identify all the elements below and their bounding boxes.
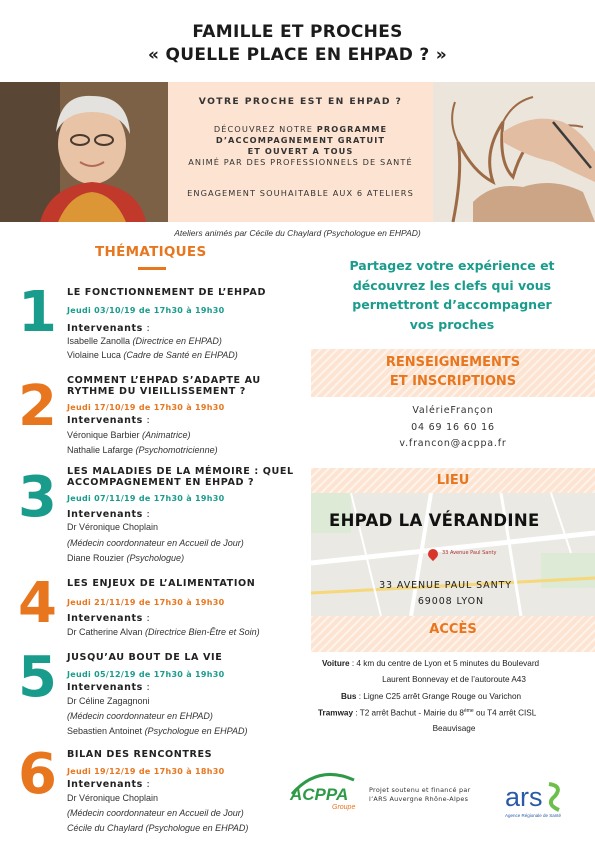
intervenants-text: Intervenants <box>67 613 143 624</box>
acces-tramway-line2: Beauvisage <box>432 724 476 733</box>
ars-logo-text: ars <box>505 782 543 812</box>
voiture-text: : 4 km du centre de Lyon et 5 minutes du Boulevard <box>349 659 540 668</box>
elderly-woman-photo <box>0 82 168 222</box>
speaker-name: Dr Céline Zagagnoni <box>67 696 150 706</box>
speaker-line <box>67 350 238 360</box>
speaker-role: (Médecin coordonnateur en EHPAD) <box>67 711 213 721</box>
share-line4: vos proches <box>409 316 495 332</box>
venue-address-line2: 69008 LYON <box>417 596 484 607</box>
workshop-title: COMMENT L’EHPAD S’ADAPTE AU RYTHME DU VIEILLISSEMENT ? <box>67 375 261 397</box>
banner-line2: D’ACCOMPAGNEMENT GRATUIT <box>215 135 386 145</box>
speaker-line <box>67 553 184 563</box>
intervenants-label <box>67 779 150 790</box>
speaker-name: Violaine Luca <box>67 350 124 360</box>
funding-note <box>369 786 497 804</box>
intro-banner <box>0 82 595 222</box>
speaker-line <box>67 823 248 833</box>
speaker-role: (Directrice en EHPAD) <box>132 336 222 346</box>
location-map[interactable] <box>311 493 595 616</box>
venue-address-line1: 33 AVENUE PAUL SANTY <box>379 580 512 591</box>
speaker-line <box>67 726 247 736</box>
workshop-title: LES MALADIES DE LA MÉMOIRE : QUEL ACCOMPAGNEMENT EN EHPAD ? <box>67 466 294 488</box>
workshop-number: 3 <box>18 465 57 530</box>
tram-text-b: ou T4 arrêt CISL <box>473 708 537 718</box>
workshop-number: 4 <box>18 571 57 636</box>
bus-label: Bus <box>341 692 357 701</box>
banner-engagement: ENGAGEMENT SOUHAITABLE AUX 6 ATELIERS <box>187 188 414 198</box>
lieu-header <box>311 468 595 493</box>
banner-line4: ANIMÉ PAR DES PROFESSIONNELS DE SANTÉ <box>188 157 413 167</box>
intervenants-colon: : <box>142 613 151 624</box>
speaker-line <box>67 336 222 346</box>
intervenants-label <box>67 415 150 426</box>
workshop-date: Jeudi 19/12/19 de 17h30 à 18h30 <box>67 767 225 776</box>
drawing-hands-photo <box>433 82 595 222</box>
speaker-line <box>67 522 158 532</box>
banner-line1-bold: PROGRAMME <box>316 124 388 134</box>
renseignements-header <box>311 349 595 397</box>
speaker-line <box>67 430 191 440</box>
acces-heading: ACCÈS <box>429 622 477 637</box>
heading-underline <box>138 267 166 270</box>
speaker-name: Véronique Barbier <box>67 430 143 440</box>
speaker-role: (Psychomotricienne) <box>135 445 218 455</box>
workshop-date: Jeudi 05/12/19 de 17h30 à 19h30 <box>67 670 225 679</box>
intervenants-text: Intervenants <box>67 323 143 334</box>
speaker-line <box>67 445 218 455</box>
tram-sup: ème <box>463 708 474 714</box>
intervenants-text: Intervenants <box>67 509 143 520</box>
share-message <box>318 256 586 334</box>
speaker-line <box>67 538 244 548</box>
intervenants-label <box>67 613 150 624</box>
venue-name: EHPAD LA VÉRANDINE <box>329 511 540 530</box>
workshop-number: 1 <box>18 280 57 345</box>
speaker-name: Isabelle Zanolla <box>67 336 133 346</box>
intervenants-colon: : <box>142 682 151 693</box>
intervenants-text: Intervenants <box>67 779 143 790</box>
page-title-line1: FAMILLE ET PROCHES <box>192 22 403 42</box>
workshop-title: JUSQU’AU BOUT DE LA VIE <box>67 652 223 663</box>
share-line1: Partagez votre expérience et <box>349 258 555 273</box>
speaker-role: (Psychologue) <box>126 553 185 563</box>
speaker-role: Cécile du Chaylard (Psychologue en EHPAD) <box>67 823 249 833</box>
acppa-logo-text: ACPPA <box>290 785 349 804</box>
speaker-name: Dr Catherine Alvan <box>67 627 146 637</box>
intervenants-text: Intervenants <box>67 682 143 693</box>
intervenants-text: Intervenants <box>67 415 143 426</box>
intervenants-label <box>67 323 150 334</box>
speaker-name: Diane Rouzier <box>67 553 127 563</box>
intervenants-colon: : <box>142 323 151 334</box>
acces-tramway <box>318 708 595 718</box>
speaker-role: (Animatrice) <box>142 430 191 440</box>
thematiques-heading: THÉMATIQUES <box>95 244 207 260</box>
speaker-role: (Médecin coordonnateur en Accueil de Jour) <box>67 538 244 548</box>
funding-line1: Projet soutenu et financé par <box>369 786 471 794</box>
acces-voiture-line2: Laurent Bonnevay et de l’autoroute A43 <box>382 675 526 684</box>
acppa-logo-sub: Groupe <box>332 804 356 811</box>
speaker-name: Sebastien Antoinet <box>67 726 145 736</box>
contact-name: ValérieFrançon <box>412 405 494 416</box>
workshop-date: Jeudi 07/11/19 de 17h30 à 19h30 <box>67 494 225 503</box>
acces-header <box>311 616 595 652</box>
tram-label: Tramway <box>318 708 354 718</box>
workshop-title: LES ENJEUX DE L’ALIMENTATION <box>67 578 256 589</box>
acces-bus <box>341 692 595 701</box>
speaker-role: (Directrice Bien-Être et Soin) <box>145 627 260 637</box>
share-line2: découvrez les clefs qui vous <box>352 277 552 293</box>
speaker-name: Dr Véronique Choplain <box>67 793 159 803</box>
voiture-label: Voiture <box>322 659 350 668</box>
ars-logo-sub: Agence Régionale de Santé <box>505 813 562 818</box>
workshop-date: Jeudi 21/11/19 de 17h30 à 19h30 <box>67 598 225 607</box>
map-pin-label: 33 Avenue Paul Santy <box>442 550 497 556</box>
intervenants-colon: : <box>142 779 151 790</box>
lieu-heading: LIEU <box>436 473 470 488</box>
tram-text-a: : T2 arrêt Bachut - Mairie du 8 <box>353 708 464 718</box>
banner-line1: DÉCOUVREZ NOTRE <box>213 124 317 134</box>
workshop-title: LE FONCTIONNEMENT DE L’EHPAD <box>67 287 267 298</box>
workshop-date: Jeudi 03/10/19 de 17h30 à 19h30 <box>67 306 225 315</box>
workshop-number: 5 <box>18 645 57 710</box>
speaker-name: Dr Véronique Choplain <box>67 522 159 532</box>
banner-headline: VOTRE PROCHE EST EN EHPAD ? <box>198 96 403 107</box>
speaker-role: (Psychologue en EHPAD) <box>144 726 248 736</box>
speaker-role: (Cadre de Santé en EHPAD) <box>123 350 238 360</box>
speaker-role: (Médecin coordonnateur en Accueil de Jour) <box>67 808 244 818</box>
renseignements-heading-line2: ET INSCRIPTIONS <box>389 374 517 389</box>
speaker-line <box>67 627 260 637</box>
ars-logo <box>505 780 567 822</box>
workshop-number: 6 <box>18 742 57 807</box>
speaker-line <box>67 793 158 803</box>
banner-program-text <box>168 124 433 168</box>
acces-voiture <box>322 659 595 668</box>
workshop-number: 2 <box>18 374 57 439</box>
banner-text <box>168 82 433 222</box>
acppa-logo <box>288 760 358 812</box>
animator-credit: Ateliers animés par Cécile du Chaylard (Psychologue en EHPAD) <box>174 228 421 238</box>
speaker-name: Nathalie Lafarge <box>67 445 136 455</box>
renseignements-heading <box>311 353 595 391</box>
share-line3: permettront d’accompagner <box>352 297 552 312</box>
contact-email[interactable]: v.francon@acppa.fr <box>399 438 507 449</box>
speaker-line <box>67 711 213 721</box>
banner-line3: ET OUVERT A TOUS <box>247 146 354 156</box>
workshop-date: Jeudi 17/10/19 de 17h30 à 19h30 <box>67 403 225 412</box>
bus-text: : Ligne C25 arrêt Grange Rouge ou Varichon <box>356 692 522 701</box>
funding-line2: l’ARS Auvergne Rhône-Alpes <box>369 795 469 803</box>
page-title-line2: « QUELLE PLACE EN EHPAD ? » <box>148 45 447 65</box>
intervenants-colon: : <box>142 509 151 520</box>
renseignements-heading-line1: RENSEIGNEMENTS <box>385 355 521 370</box>
intervenants-colon: : <box>142 415 151 426</box>
intervenants-label <box>67 509 150 520</box>
intervenants-label <box>67 682 150 693</box>
speaker-line <box>67 696 150 706</box>
workshop-title: BILAN DES RENCONTRES <box>67 749 213 760</box>
contact-phone[interactable]: 04 69 16 60 16 <box>411 422 495 433</box>
speaker-line <box>67 808 244 818</box>
